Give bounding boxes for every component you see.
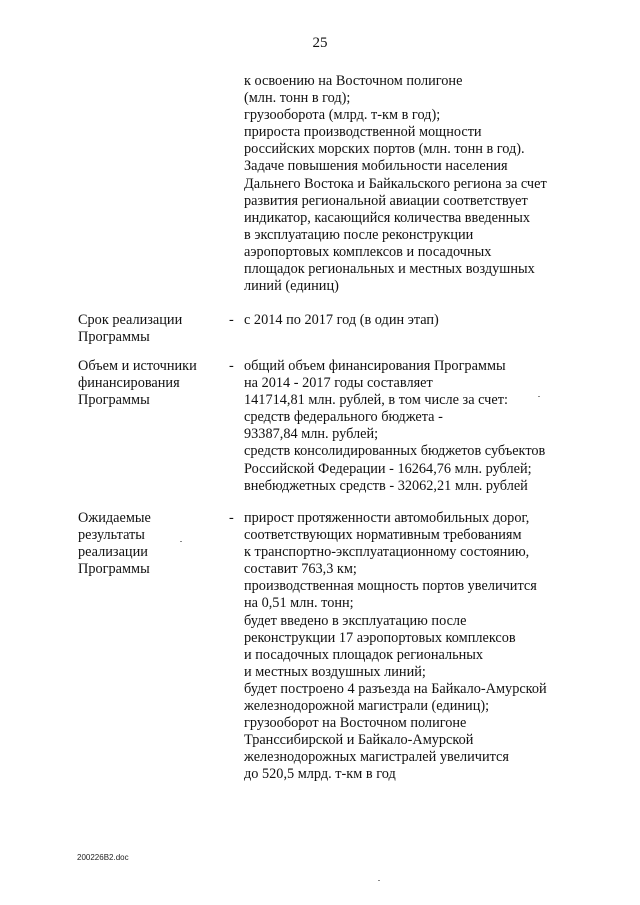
value-line: будет введено в эксплуатацию после xyxy=(244,612,467,629)
continuation-line: к освоению на Восточном полигоне xyxy=(244,73,463,89)
continuation-line: индикатор, касающийся количества введенных xyxy=(244,209,531,226)
label-line: реализации xyxy=(78,544,148,561)
value-line: и посадочных площадок региональных xyxy=(244,646,484,663)
label-line: Ожидаемые xyxy=(78,510,151,526)
value-line: средств консолидированных бюджетов субъектов xyxy=(244,443,546,460)
value-line: прирост протяженности автомобильных дорог, xyxy=(244,510,530,526)
value-line: Российской Федерации - 16264,76 млн. рублей; xyxy=(244,460,532,477)
value-line: и местных воздушных линий; xyxy=(244,663,426,680)
value-line: реконструкции 17 аэропортовых комплексов xyxy=(244,629,516,646)
value-line: до 520,5 млрд. т-км в год xyxy=(244,766,396,783)
passport-continuation xyxy=(244,73,604,295)
value-line: железнодорожной магистрали (единиц); xyxy=(244,698,490,715)
continuation-line: Задаче повышения мобильности населения xyxy=(244,158,508,175)
continuation-line: российских морских портов (млн. тонн в год). xyxy=(244,141,525,158)
row-dash: - xyxy=(229,358,234,374)
continuation-line: прироста производственной мощности xyxy=(244,124,482,141)
footer-document-code: 200226В2.doc xyxy=(77,853,129,862)
scan-speck xyxy=(538,396,540,397)
value-line: на 2014 - 2017 годы составляет xyxy=(244,375,433,392)
row-dash: - xyxy=(229,312,234,328)
page-number: 25 xyxy=(312,35,328,51)
continuation-line: в эксплуатацию после реконструкции xyxy=(244,226,474,243)
continuation-line: Дальнего Востока и Байкальского региона за счет xyxy=(244,175,547,192)
label-line: Срок реализации xyxy=(78,312,183,328)
value-line: производственная мощность портов увеличится xyxy=(244,578,537,595)
value-line: 141714,81 млн. рублей, в том числе за счет: xyxy=(244,392,508,409)
scan-speck xyxy=(378,880,380,881)
value-line: Транссибирской и Байкало-Амурской xyxy=(244,732,474,749)
value-line: будет построено 4 разъезда на Байкало-Амурской xyxy=(244,680,547,697)
value-line: составит 763,3 км; xyxy=(244,561,357,578)
value-line: соответствующих нормативным требованиям xyxy=(244,527,522,544)
label-line: Объем и источники xyxy=(78,358,197,374)
row-value xyxy=(244,312,614,329)
row-value xyxy=(244,510,614,784)
value-line: внебюджетных средств - 32062,21 млн. рублей xyxy=(244,477,528,494)
label-line: Программы xyxy=(78,392,150,409)
continuation-line: развития региональной авиации соответствует xyxy=(244,192,528,209)
label-line: результаты xyxy=(78,527,145,544)
row-label xyxy=(78,510,218,578)
value-line: на 0,51 млн. тонн; xyxy=(244,595,354,612)
continuation-line: (млн. тонн в год); xyxy=(244,90,351,107)
row-label xyxy=(78,312,218,346)
value-line: средств федерального бюджета - xyxy=(244,409,443,426)
value-line: грузооборот на Восточном полигоне xyxy=(244,715,467,732)
value-line: железнодорожных магистралей увеличится xyxy=(244,749,509,766)
value-line: к транспортно-эксплуатационному состоянию, xyxy=(244,544,530,561)
row-value xyxy=(244,358,614,495)
row-label xyxy=(78,358,218,409)
value-line: 93387,84 млн. рублей; xyxy=(244,426,379,443)
label-line: Программы xyxy=(78,561,150,578)
value-line: общий объем финансирования Программы xyxy=(244,358,506,374)
row-dash: - xyxy=(229,510,234,526)
continuation-line: грузооборота (млрд. т-км в год); xyxy=(244,107,441,124)
label-line: финансирования xyxy=(78,375,180,392)
continuation-line: аэропортовых комплексов и посадочных xyxy=(244,243,492,260)
label-line: Программы xyxy=(78,329,150,346)
scan-speck xyxy=(180,541,182,542)
continuation-line: площадок региональных и местных воздушных xyxy=(244,261,535,278)
continuation-line: линий (единиц) xyxy=(244,278,339,295)
value-line: с 2014 по 2017 год (в один этап) xyxy=(244,312,439,328)
